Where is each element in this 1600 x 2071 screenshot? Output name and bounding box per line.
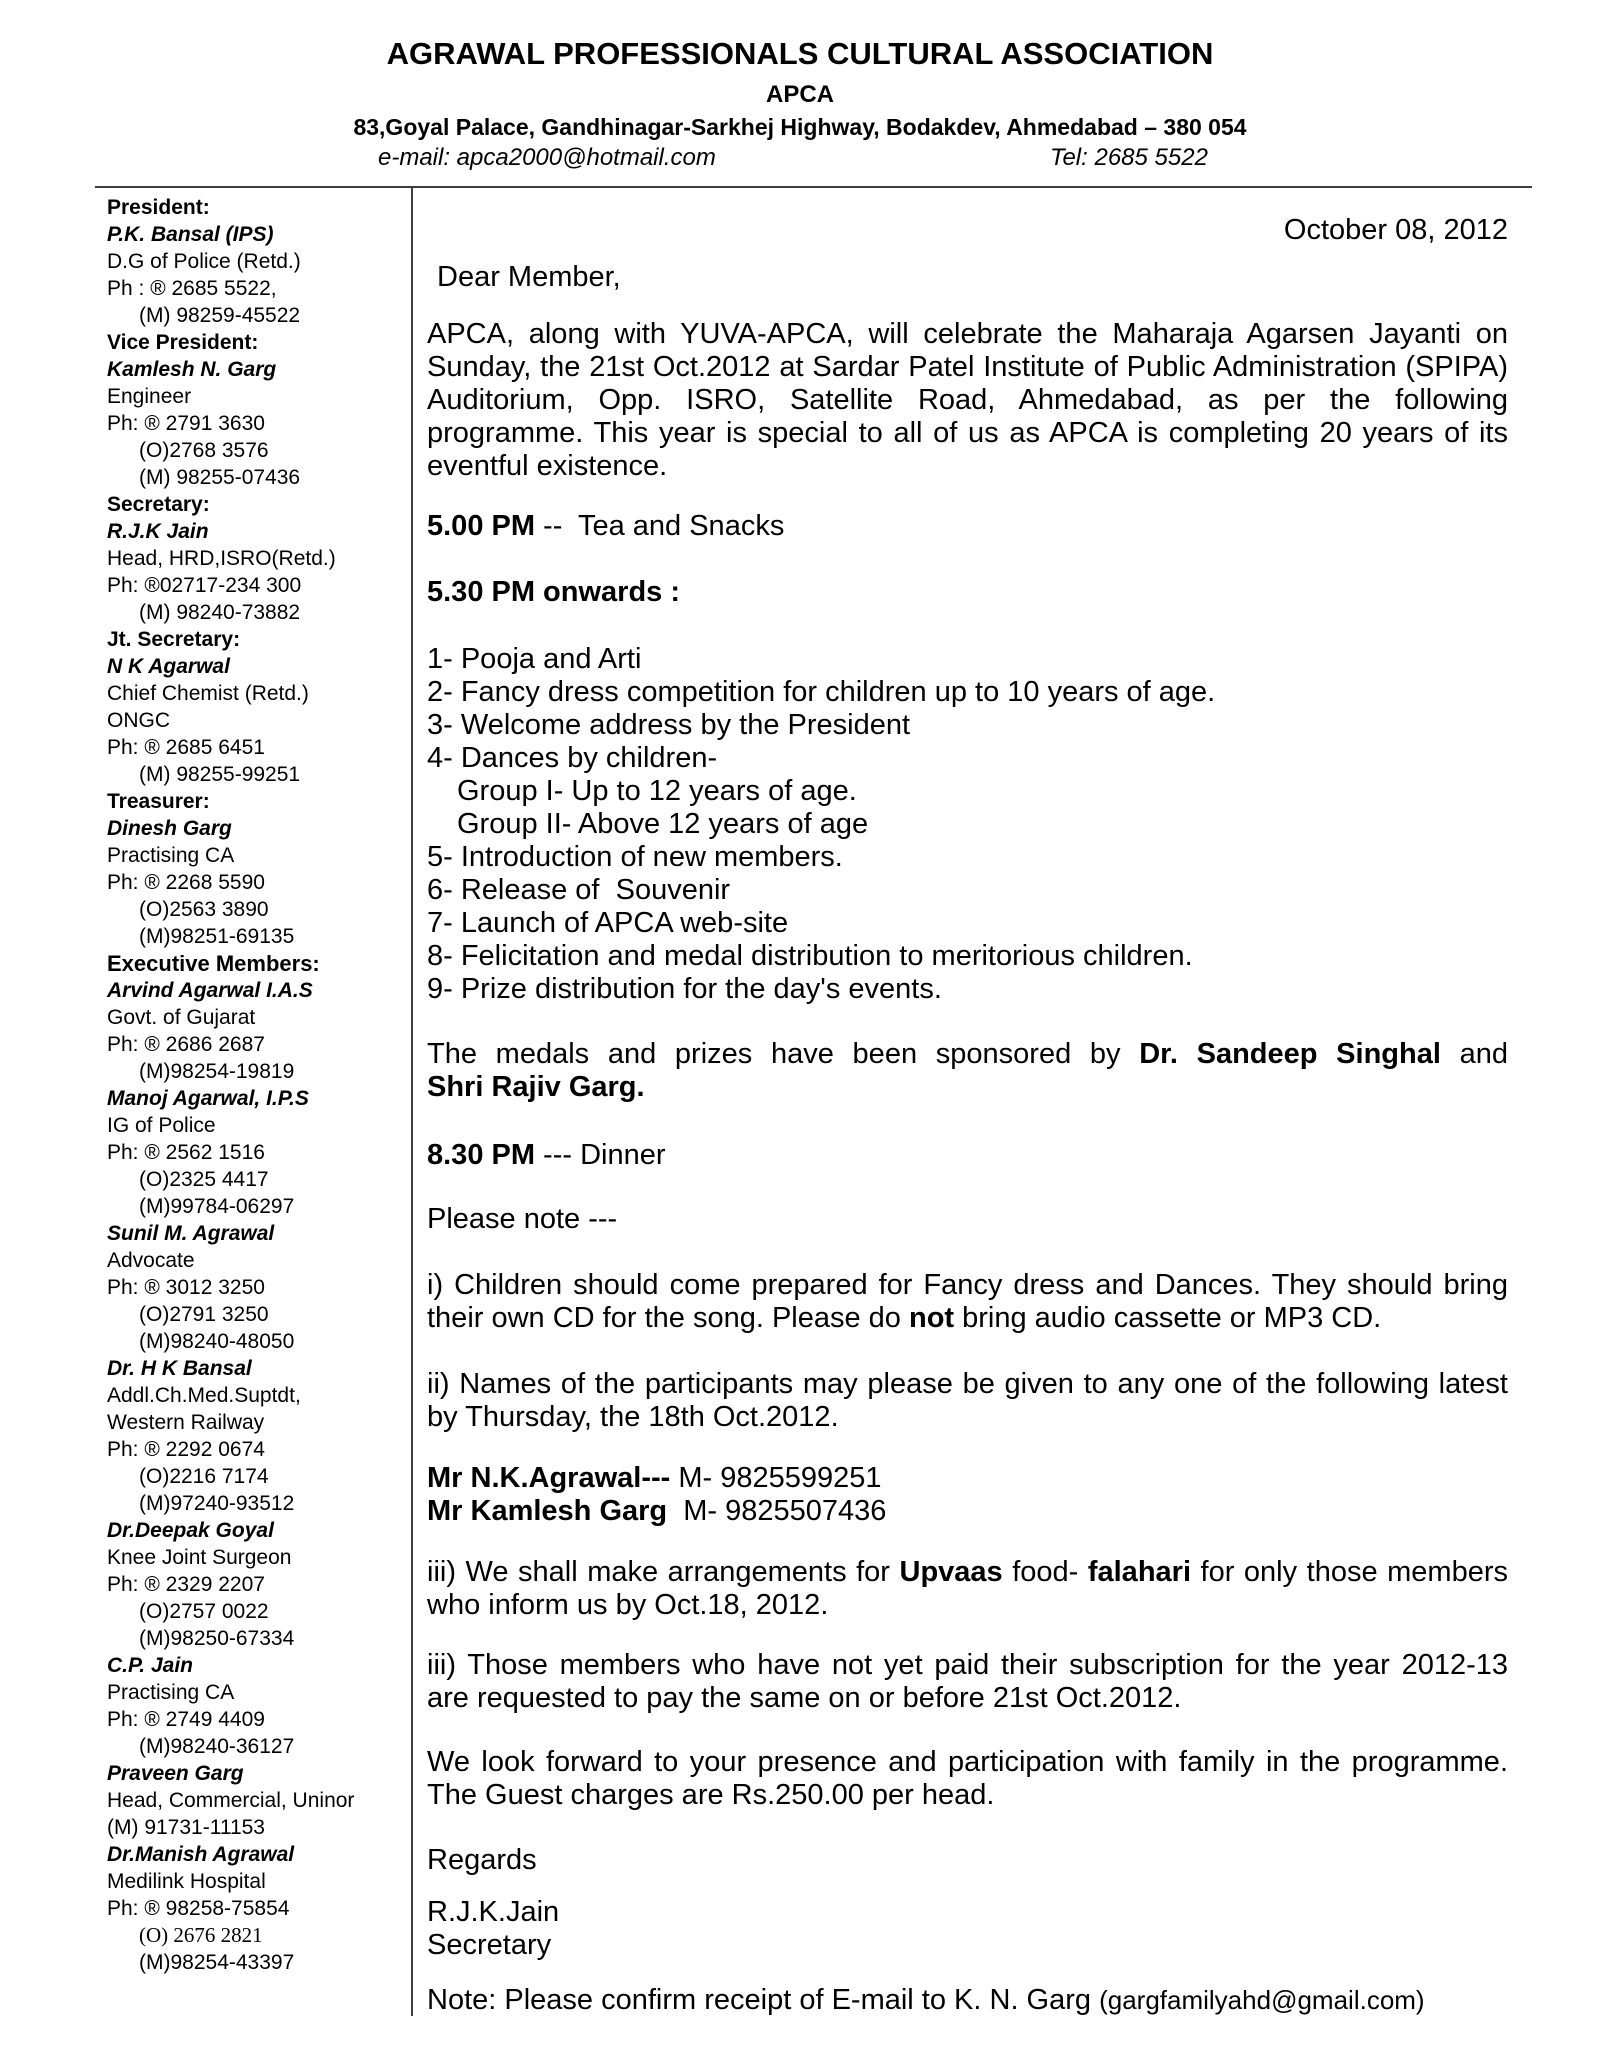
note-iii-a-bold-1: Upvaas xyxy=(899,1556,1003,1588)
note-iii-a-text-post: for only those members who inform us by Oct.18, 2012. xyxy=(427,1556,1508,1621)
programme-item: 3- Welcome address by the President xyxy=(427,709,911,741)
sidebar-line: Ph : ® 2685 5522, xyxy=(107,277,277,300)
sponsor-name-1: Dr. Sandeep Singhal xyxy=(1139,1038,1441,1070)
sidebar-line: Secretary: xyxy=(107,493,210,516)
salutation: Dear Member, xyxy=(437,261,621,293)
sidebar-line: (O)2768 3576 xyxy=(139,439,269,462)
sidebar-line: Treasurer: xyxy=(107,790,210,813)
sidebar-line: IG of Police xyxy=(107,1114,216,1137)
sidebar-line: (M)98240-48050 xyxy=(139,1330,295,1353)
sponsor-name-2: Shri Rajiv Garg. xyxy=(427,1071,645,1103)
org-email: e-mail: apca2000@hotmail.com xyxy=(378,144,716,171)
note-item-iii-b: iii) Those members who have not yet paid their subscription for the year 2012-13 are requested to pay the same on or before 21st Oct.2012. xyxy=(427,1649,1508,1714)
sidebar-line: (M)99784-06297 xyxy=(139,1195,295,1218)
sidebar-line: Medilink Hospital xyxy=(107,1870,266,1893)
contact-2-name: Mr Kamlesh Garg xyxy=(427,1495,668,1527)
sidebar-line: Praveen Garg xyxy=(107,1762,244,1785)
sidebar-line: Ph: ® 2685 6451 xyxy=(107,736,265,759)
signature-block xyxy=(427,1896,1508,1962)
programme-item: Group II- Above 12 years of age xyxy=(457,808,869,840)
sidebar-line: (M)98251-69135 xyxy=(139,925,295,948)
sidebar-line: (M) 98259-45522 xyxy=(139,304,301,327)
programme-item: 8- Felicitation and medal distribution to meritorious children. xyxy=(427,940,1193,972)
programme-item: 5- Introduction of new members. xyxy=(427,841,843,873)
sidebar-line: Ph: ® 98258-75854 xyxy=(107,1897,290,1920)
note-item-i xyxy=(427,1269,1508,1335)
sidebar-line: (O)2216 7174 xyxy=(139,1465,269,1488)
time-1-label: 5.00 PM xyxy=(427,510,535,542)
sidebar-line: Advocate xyxy=(107,1249,195,1272)
sidebar-line: Practising CA xyxy=(107,1681,235,1704)
sidebar-line: (M) 98255-07436 xyxy=(139,466,301,489)
programme-list xyxy=(427,643,1508,1006)
org-telephone: Tel: 2685 5522 xyxy=(1050,144,1208,171)
sidebar-line: Ph: ® 3012 3250 xyxy=(107,1276,265,1299)
sponsors-paragraph xyxy=(427,1038,1508,1104)
sidebar-line: R.J.K Jain xyxy=(107,520,209,543)
sidebar-line: Head, HRD,ISRO(Retd.) xyxy=(107,547,336,570)
contact-line-2 xyxy=(427,1495,1508,1528)
final-note-email: (gargfamilyahd@gmail.com) xyxy=(1099,1985,1425,2015)
note-item-ii: ii) Names of the participants may please be given to any one of the following latest by Thursday, the 18th Oct.2012. xyxy=(427,1368,1508,1433)
note-i-text-post: bring audio cassette or MP3 CD. xyxy=(954,1302,1382,1334)
sidebar-line: Ph: ® 2686 2687 xyxy=(107,1033,265,1056)
sidebar-line: Kamlesh N. Garg xyxy=(107,358,277,381)
org-contact-row xyxy=(0,144,1600,176)
sidebar-line: Jt. Secretary: xyxy=(107,628,241,651)
sidebar-line: Engineer xyxy=(107,385,192,408)
sidebar-line: Ph: ® 2329 2207 xyxy=(107,1573,265,1596)
sidebar-line: Ph: ®02717-234 300 xyxy=(107,574,302,597)
note-i-text: i) Children should come prepared for Fancy dress and Dances. They should bring their own CD for the song. Please do xyxy=(427,1269,1508,1334)
sidebar-line: Ph: ® 2292 0674 xyxy=(107,1438,265,1461)
sidebar-line: Ph: ® 2791 3630 xyxy=(107,412,265,435)
sidebar-line: (O)2563 3890 xyxy=(139,898,269,921)
sidebar-line: (O) 2676 2821 xyxy=(139,1923,263,1947)
office-bearers-sidebar xyxy=(107,194,405,1976)
dinner-time-label: 8.30 PM xyxy=(427,1139,535,1171)
sidebar-line: Ph: ® 2562 1516 xyxy=(107,1141,265,1164)
please-note: Please note --- xyxy=(427,1203,618,1235)
dinner-time xyxy=(427,1139,1508,1172)
signature-name: R.J.K.Jain xyxy=(427,1896,560,1928)
contact-list xyxy=(427,1462,1508,1528)
divider-vertical xyxy=(411,186,413,2016)
signature-title: Secretary xyxy=(427,1929,552,1961)
sidebar-line: (M) 91731-11153 xyxy=(107,1816,265,1839)
letterhead xyxy=(0,0,1600,176)
programme-time-2: 5.30 PM onwards : xyxy=(427,576,681,608)
contact-1-number: M- 9825599251 xyxy=(670,1462,882,1494)
time-1-text: -- Tea and Snacks xyxy=(535,510,785,542)
sidebar-line: Addl.Ch.Med.Suptdt, xyxy=(107,1384,301,1407)
programme-item: 4- Dances by children- xyxy=(427,742,718,774)
sidebar-line: Practising CA xyxy=(107,844,235,867)
divider-horizontal xyxy=(95,186,1532,188)
regards: Regards xyxy=(427,1844,537,1876)
sidebar-line: (M) 98240-73882 xyxy=(139,601,301,624)
sidebar-line: Sunil M. Agrawal xyxy=(107,1222,275,1245)
note-iii-a-text-mid: food- xyxy=(1002,1556,1088,1588)
sidebar-line: Executive Members: xyxy=(107,951,320,976)
final-note-text: Note: Please confirm receipt of E-mail to K. N. Garg xyxy=(427,1984,1100,2016)
programme-item: Group I- Up to 12 years of age. xyxy=(457,775,857,807)
sidebar-line: President: xyxy=(107,196,210,219)
closing-paragraph: We look forward to your presence and participation with family in the programme. The Guest charges are Rs.250.00 per head. xyxy=(427,1746,1508,1811)
sidebar-line: Dr.Manish Agrawal xyxy=(107,1843,295,1866)
org-abbr: APCA xyxy=(765,81,834,108)
sidebar-line: (O)2791 3250 xyxy=(139,1303,269,1326)
letter-body xyxy=(427,196,1508,2017)
dinner-text: --- Dinner xyxy=(535,1139,666,1171)
org-title: AGRAWAL PROFESSIONALS CULTURAL ASSOCIATION xyxy=(386,36,1214,71)
sidebar-line: ONGC xyxy=(107,709,170,732)
sidebar-line: Head, Commercial, Uninor xyxy=(107,1789,355,1812)
programme-item: 6- Release of Souvenir xyxy=(427,874,731,906)
contact-line-1 xyxy=(427,1462,1508,1495)
programme-item: 1- Pooja and Arti xyxy=(427,643,642,675)
sidebar-line: Ph: ® 2749 4409 xyxy=(107,1708,265,1731)
contact-1-name: Mr N.K.Agrawal--- xyxy=(427,1462,671,1494)
note-iii-a-text: iii) We shall make arrangements for xyxy=(427,1556,900,1588)
sidebar-line: Western Railway xyxy=(107,1411,265,1434)
org-address: 83,Goyal Palace, Gandhinagar-Sarkhej Highway, Bodakdev, Ahmedabad – 380 054 xyxy=(353,114,1247,140)
programme-item: 2- Fancy dress competition for children up to 10 years of age. xyxy=(427,676,1216,708)
sidebar-line: C.P. Jain xyxy=(107,1654,193,1677)
programme-item: 9- Prize distribution for the day's events. xyxy=(427,973,942,1005)
sidebar-line: Manoj Agarwal, I.P.S xyxy=(107,1087,309,1110)
note-i-bold: not xyxy=(908,1302,955,1334)
contact-2-number: M- 9825507436 xyxy=(667,1495,887,1527)
final-note xyxy=(427,1984,1508,2017)
sidebar-line: D.G of Police (Retd.) xyxy=(107,250,301,273)
sidebar-line: (M)97240-93512 xyxy=(139,1492,295,1515)
sponsors-line-1 xyxy=(427,1038,1508,1071)
sidebar-line: (O)2325 4417 xyxy=(139,1168,269,1191)
note-item-iii-a xyxy=(427,1556,1508,1622)
sidebar-line: Govt. of Gujarat xyxy=(107,1006,256,1029)
sidebar-line: (M)98240-36127 xyxy=(139,1735,295,1758)
sidebar-line: (M)98254-43397 xyxy=(139,1951,295,1974)
intro-paragraph: APCA, along with YUVA-APCA, will celebrate the Maharaja Agarsen Jayanti on Sunday, the 21st Oct.2012 at Sardar Patel Institute of Public Administration (SPIPA) Auditorium, Opp. ISRO, Satellite Road, Ahmedabad, as per the following programme. This year is special to all of us as APCA is completing 20 years of its eventful existence. xyxy=(427,318,1508,482)
sidebar-line: (O)2757 0022 xyxy=(139,1600,269,1623)
sidebar-line: Arvind Agarwal I.A.S xyxy=(107,979,313,1002)
sidebar-line: (M) 98255-99251 xyxy=(139,763,301,786)
letter-date: October 08, 2012 xyxy=(1283,214,1508,246)
sidebar-line: P.K. Bansal (IPS) xyxy=(107,223,274,246)
sponsors-text: The medals and prizes have been sponsored by xyxy=(427,1038,1140,1070)
sidebar-line: Chief Chemist (Retd.) xyxy=(107,682,309,705)
sponsors-text-mid: and xyxy=(1440,1038,1508,1070)
sidebar-line: Knee Joint Surgeon xyxy=(107,1546,292,1569)
sponsors-line-2 xyxy=(427,1071,1508,1104)
sidebar-line: N K Agarwal xyxy=(107,655,230,678)
programme-item: 7- Launch of APCA web-site xyxy=(427,907,789,939)
sidebar-line: Vice President: xyxy=(107,331,259,354)
sidebar-line: Dr.Deepak Goyal xyxy=(107,1519,274,1542)
sidebar-line: Ph: ® 2268 5590 xyxy=(107,871,265,894)
sidebar-line: Dr. H K Bansal xyxy=(107,1357,252,1380)
note-iii-a-bold-2: falahari xyxy=(1087,1556,1192,1588)
sidebar-line: (M)98254-19819 xyxy=(139,1060,295,1083)
sidebar-line: Dinesh Garg xyxy=(107,817,232,840)
sidebar-line: (M)98250-67334 xyxy=(139,1627,295,1650)
programme-time-1 xyxy=(427,510,1508,543)
